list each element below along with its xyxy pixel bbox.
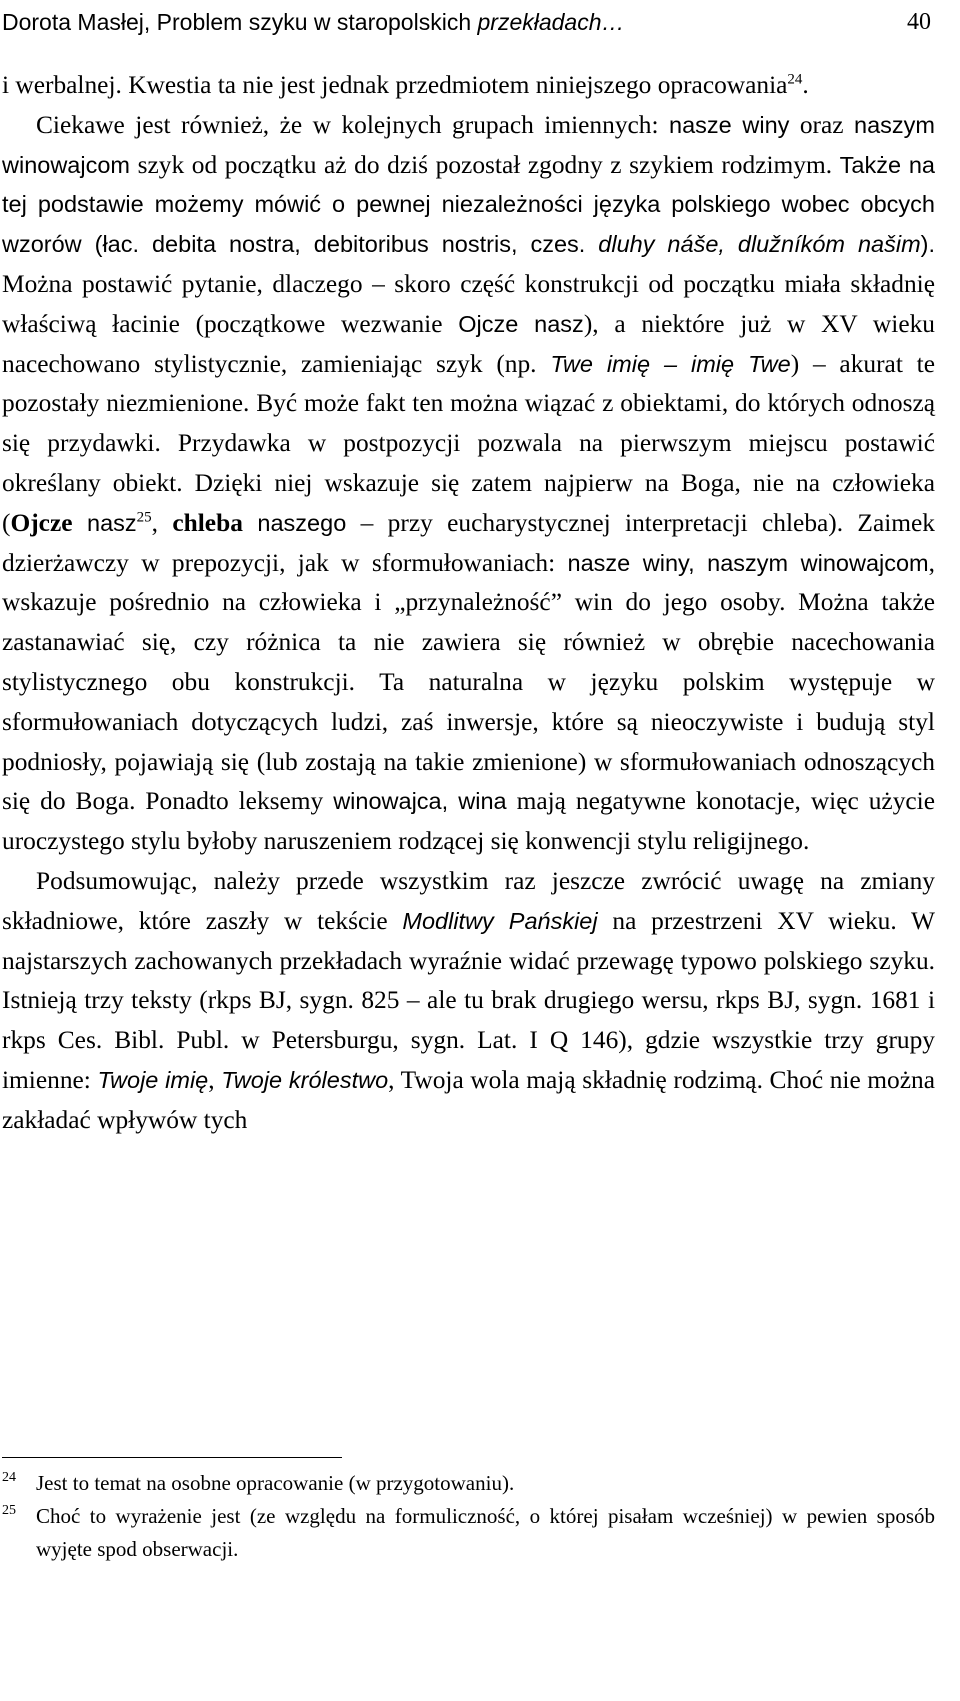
footnote-24 bbox=[2, 1467, 935, 1500]
quoted-phrase: naszym winowajcom bbox=[2, 111, 935, 178]
text-run: i werbalnej. Kwestia ta nie jest jednak przedmiotem niniejszego opracowania bbox=[2, 71, 788, 99]
running-title-italic: przekładach… bbox=[477, 8, 625, 35]
bold-word: Ojcze bbox=[10, 508, 73, 537]
example-phrase: Twoje królestwo bbox=[221, 1066, 389, 1093]
footnote-number: 25 bbox=[2, 1503, 16, 1518]
text-run: na przestrzeni XV wieku. W najstarszych zachowanych przekładach wyraźnie widać przewagę typowo polskiego szyku. Istnieją trzy teksty (rkps BJ, sygn. 825 – ale tu brak drugiego wersu, rkps BJ, sygn. 1681 i rkps Ces. Bibl. Publ. w Petersburgu, sygn. Lat. I Q 146), gdzie wszystkie trzy grupy imienne: bbox=[2, 906, 935, 1094]
quoted-phrase: ). bbox=[920, 231, 936, 258]
quoted-phrase: Także na tej podstawie możemy mówić o pewnej niezależności języka polskiego wobec obcych wzorów (łac. debita nostra, debitoribus nostris, czes. bbox=[2, 151, 935, 258]
text-run: ), a niektóre już w XV wieku nacechowano stylistycznie, zamieniając szyk (np. bbox=[2, 309, 935, 378]
example-phrase: Twe imię – imię Twe bbox=[550, 350, 791, 377]
footnote-25 bbox=[2, 1500, 935, 1566]
running-title bbox=[2, 9, 625, 36]
work-title: Modlitwy Pańskiej bbox=[402, 907, 598, 934]
text-run: . bbox=[802, 71, 809, 99]
footnote-number: 24 bbox=[2, 1470, 16, 1485]
footnote-text: Jest to temat na osobne opracowanie (w przygotowaniu). bbox=[36, 1471, 515, 1495]
bold-word: chleba bbox=[172, 508, 243, 537]
text-run: Ciekawe jest również, że w kolejnych grupach imiennych: bbox=[36, 110, 670, 139]
text-run: , bbox=[208, 1065, 222, 1094]
paragraph-3 bbox=[2, 862, 935, 1141]
quoted-phrase: Ojcze nasz bbox=[458, 310, 584, 337]
text-run: Można postawić pytanie, dlaczego – skoro część konstrukcji od początku miała składnię właściwą łacinie (początkowe wezwanie bbox=[2, 269, 935, 338]
text-run: Podsumowując, należy przede wszystkim raz jeszcze zwrócić uwagę na zmiany składniowe, które zaszły w tekście bbox=[2, 866, 935, 935]
quoted-phrase: nasze winy, naszym winowajcom bbox=[567, 549, 929, 576]
example-phrase: Twoje imię bbox=[97, 1066, 209, 1093]
footnote-ref-25: 25 bbox=[136, 509, 152, 526]
quoted-phrase: nasze winy bbox=[669, 111, 790, 138]
page-number: 40 bbox=[907, 8, 931, 35]
text-run: – przy eucharystycznej interpretacji chleba). Zaimek dzierżawczy w prepozycji, jak w sformułowaniach: bbox=[2, 508, 935, 577]
quoted-phrase: naszego bbox=[242, 509, 347, 536]
running-header bbox=[2, 0, 935, 44]
text-run: oraz bbox=[789, 110, 855, 139]
text-run: , Twoja wola mają składnię rodzimą. Choć nie można zakładać wpływów tych bbox=[2, 1065, 935, 1134]
footnotes bbox=[2, 1467, 935, 1566]
quoted-phrase: nasz bbox=[72, 509, 137, 536]
text-run: , wskazuje pośrednio na człowieka i „przynależność” win do jego osoby. Można także zastanawiać się, czy różnica ta nie zawiera się również w obrębie nacechowania stylistycznego obu konstrukcji. Ta naturalna w języku polskim występuje w sformułowaniach dotyczących ludzi, zaś inwersje, które są nieoczywiste i budują styl podniosły, pojawiają się (lub zostają na takie zmienione) w sformułowaniach odnoszących się do Boga. Ponadto leksemy bbox=[2, 548, 935, 816]
text-run: ) – akurat te pozostały niezmienione. Być może fakt ten można wiązać z obiektami, do których odnoszą się przydawki. Przydawka w postpozycji pozwala na pierwszym miejscu postawić określany obiekt. Dzięki niej wskazuje się zatem najpierw na Boga, nie na człowieka ( bbox=[2, 349, 935, 537]
footnote-separator bbox=[2, 1457, 342, 1458]
body-text bbox=[2, 66, 935, 1141]
footnote-ref-24: 24 bbox=[787, 71, 803, 88]
quoted-phrase: winowajca, wina bbox=[333, 788, 507, 815]
text-run: mają negatywne konotacje, więc użycie uroczystego stylu byłoby naruszeniem rodzącej się konwencji stylu religijnego. bbox=[2, 787, 935, 856]
footnote-text: Choć to wyrażenie jest (ze względu na formuliczność, o której pisałam wcześniej) w pewien sposób wyjęte spod obserwacji. bbox=[36, 1504, 935, 1561]
czech-example: dluhy náše, dlužníkóm našim bbox=[585, 231, 921, 258]
text-run: , bbox=[151, 508, 173, 537]
paragraph-1 bbox=[2, 66, 935, 106]
text-run: szyk od początku aż do dziś pozostał zgodny z szykiem rodzimym. bbox=[130, 150, 840, 179]
paragraph-2 bbox=[2, 106, 935, 862]
running-title-text: Dorota Masłej, Problem szyku w staropolskich bbox=[2, 8, 478, 35]
